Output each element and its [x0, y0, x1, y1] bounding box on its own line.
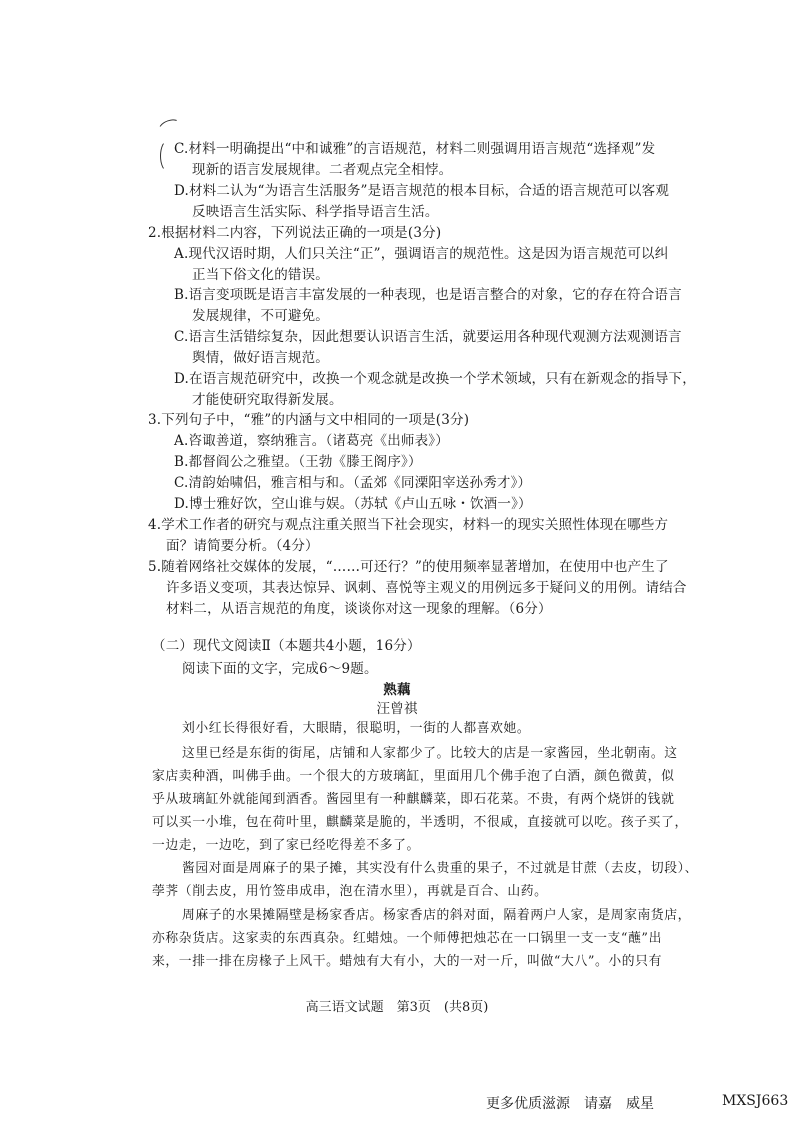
q2-option-a-line2: 正当下俗文化的错误。 — [192, 267, 329, 283]
article-title: 熟藕 — [383, 682, 411, 698]
article-paragraph-1: 刘小红长得很好看，大眼睛，很聪明，一街的人都喜欢她。 — [182, 721, 531, 736]
article-paragraph-4-line1: 周麻子的水果摊隔壁是杨家香店。杨家香店的斜对面，隔着两户人家，是周家南货店， — [182, 908, 692, 923]
page-footer: 高三语文试题 第3页 (共8页) — [305, 1000, 489, 1015]
q2-stem: 2.根据材料二内容，下列说法正确的一项是(3分) — [148, 225, 442, 241]
q3-option-b: B.都督阎公之雅望。（王勃《滕王阁序》） — [174, 454, 422, 470]
q5-line1: 5.随着网络社交媒体的发展，“……可还行？”的使用频率显著增加，在使用中也产生了 — [148, 559, 669, 575]
article-paragraph-4-line2: 亦称杂货店。这家卖的东西真杂。红蜡烛。一个师傅把烛芯在一口锅里一支一支“蘸”出 — [152, 931, 662, 946]
q2-option-d-line1: D.在语言规范研究中，改换一个观念就是改换一个学术领域，只有在新观念的指导下， — [174, 371, 696, 387]
q5-line3: 材料二，从语言规范的角度，谈谈你对这一现象的理解。（6分） — [166, 601, 552, 617]
pen-mark-top — [156, 116, 184, 139]
article-paragraph-2-line5: 一边走，一边吃，到了家已经吃得差不多了。 — [152, 838, 420, 853]
q1-option-c-line1: C.材料一明确提出“中和诚雅”的言语规范，材料二则强调用语言规范“选择观”发 — [174, 141, 656, 157]
section-instruction: 阅读下面的文字，完成6～9题。 — [182, 661, 378, 677]
article-paragraph-3-line2: 荸荠（削去皮，用竹签串成串，泡在清水里），再就是百合、山药。 — [152, 884, 548, 899]
q1-option-d-line2: 反映语言生活实际、科学指导语言生活。 — [192, 204, 439, 220]
article-paragraph-2-line1: 这里已经是东街的街尾，店铺和人家都少了。比较大的店是一家酱园，坐北朝南。这 — [182, 746, 678, 761]
q2-option-c-line1: C.语言生活错综复杂，因此想要认识语言生活，就要运用各种现代观测方法观测语言 — [174, 329, 682, 345]
q2-option-d-line2: 才能使研究取得新发展。 — [192, 392, 343, 408]
article-paragraph-2-line2: 家店卖种酒，叫佛手曲。一个很大的方玻璃缸，里面用几个佛手泡了白酒，颜色微黄，似 — [152, 769, 675, 784]
q3-option-c: C.清韵始啸侣，雅言相与和。（孟郊《同溧阳宰送孙秀才》） — [174, 475, 532, 491]
q1-option-c-line2: 现新的语言发展规律。二者观点完全相悖。 — [192, 162, 453, 178]
article-paragraph-4-line3: 来，一排一排在房椽子上风干。蜡烛有大有小，大的一对一斤，叫做“大八”。小的只有 — [152, 954, 662, 969]
q4-line2: 面？请简要分析。（4分） — [166, 538, 319, 554]
q3-option-d: D.博士雅好饮，空山谁与娱。（苏轼《卢山五咏・饮酒一》） — [174, 496, 532, 512]
q5-line2: 许多语义变项，其表达惊异、讽刺、喜悦等主观义的用例远多于疑问义的用例。请结合 — [166, 580, 687, 596]
article-author: 汪曾祺 — [376, 701, 418, 717]
q1-option-d-line1: D.材料二认为“为语言生活服务”是语言规范的根本目标，合适的语言规范可以客观 — [174, 183, 670, 199]
section-heading: （二）现代文阅读Ⅱ（本题共4小题，16分） — [152, 638, 421, 654]
article-paragraph-3-line1: 酱园对面是周麻子的果子摊，其实没有什么贵重的果子，不过就是甘蔗（去皮，切段）、 — [182, 861, 699, 876]
q3-stem: 3.下列句子中，“雅”的内涵与文中相同的一项是(3分) — [148, 412, 470, 428]
q2-option-b-line1: B.语言变项既是语言丰富发展的一种表现，也是语言整合的对象，它的存在符合语言 — [174, 287, 682, 303]
bottom-note-code: MXSJ663 — [722, 1093, 789, 1109]
q2-option-a-line1: A.现代汉语时期，人们只关注“正”，强调语言的规范性。这是因为语言规范可以纠 — [174, 246, 669, 262]
q4-line1: 4.学术工作者的研究与观点注重关照当下社会现实，材料一的现实关照性体现在哪些方 — [148, 517, 669, 533]
q2-option-b-line2: 发展规律，不可避免。 — [192, 308, 329, 324]
article-paragraph-2-line4: 可以买一小堆，包在荷叶里，麒麟菜是脆的，半透明，不很咸，直接就可以吃。孩子买了， — [152, 815, 688, 830]
article-paragraph-2-line3: 乎从玻璃缸外就能闻到酒香。酱园里有一种麒麟菜，即石花菜。不贵，有两个烧饼的钱就 — [152, 792, 675, 807]
q2-option-c-line2: 舆情，做好语言规范。 — [192, 350, 329, 366]
bottom-note-text: 更多优质滋源 请嘉 威星 — [486, 1096, 654, 1112]
q3-option-a: A.咨诹善道，察纳雅言。（诸葛亮《出师表》） — [174, 433, 449, 449]
